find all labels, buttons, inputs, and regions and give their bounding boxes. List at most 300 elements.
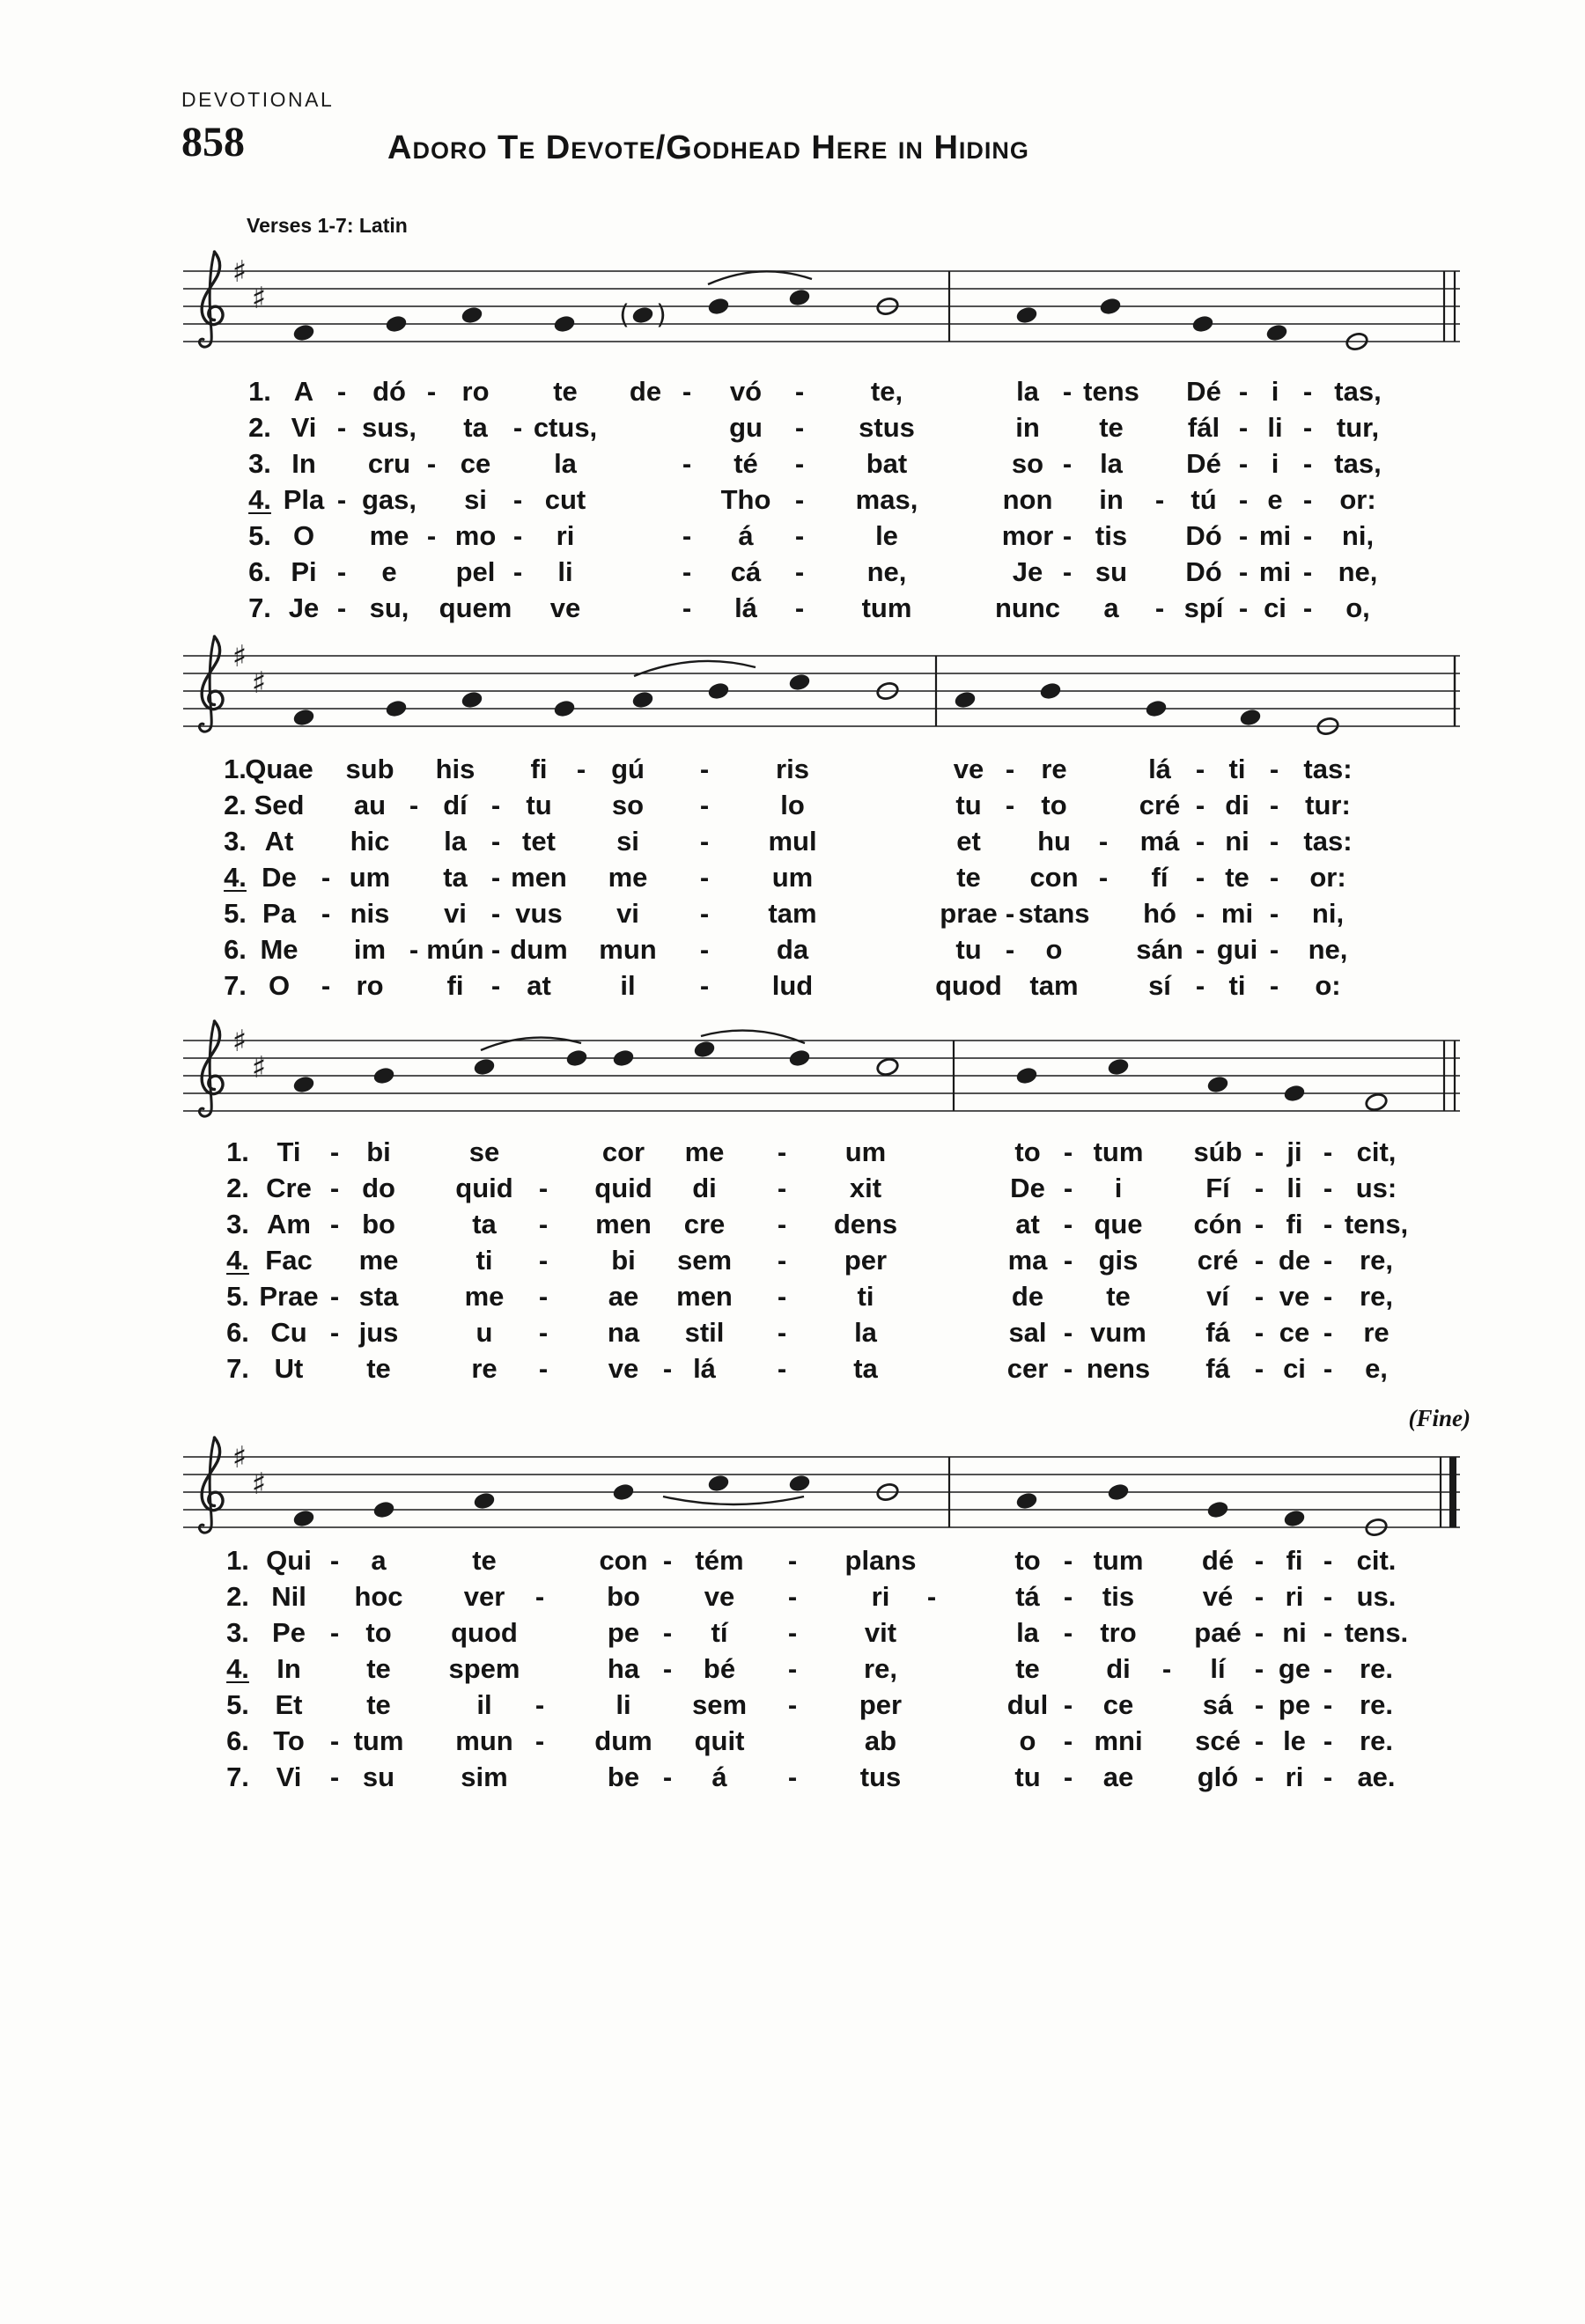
treble-clef-icon bbox=[199, 252, 222, 347]
syllable: et bbox=[956, 826, 981, 857]
syllable: nis bbox=[350, 898, 390, 929]
stave-1-verse-5 bbox=[0, 518, 1585, 554]
syllable: cru bbox=[367, 448, 411, 479]
syllable: mor bbox=[1001, 520, 1054, 551]
syllable: mul bbox=[768, 826, 817, 857]
syllable: la bbox=[1100, 448, 1123, 479]
hyphen: - bbox=[329, 1173, 340, 1203]
syllable: hu bbox=[1037, 826, 1071, 857]
hyphen: - bbox=[1254, 1245, 1264, 1276]
hyphen: - bbox=[1323, 1136, 1333, 1167]
stave-1-verse-2 bbox=[0, 409, 1585, 445]
hyphen: - bbox=[1254, 1317, 1264, 1348]
verse-number: 5. bbox=[226, 1689, 249, 1720]
notehead bbox=[693, 1040, 717, 1060]
sharp-icon: ♯ bbox=[232, 1440, 247, 1475]
slur bbox=[481, 1038, 581, 1050]
syllable: fi bbox=[446, 970, 464, 1001]
syllable: me bbox=[369, 520, 409, 551]
syllable: Dé bbox=[1186, 376, 1221, 407]
notehead bbox=[461, 305, 484, 326]
syllable: nens bbox=[1086, 1353, 1151, 1384]
slur bbox=[663, 1497, 804, 1504]
syllable: gas, bbox=[361, 484, 417, 515]
syllable: sí bbox=[1148, 970, 1171, 1001]
syllable: nunc bbox=[994, 592, 1061, 623]
syllable: ma bbox=[1007, 1245, 1048, 1276]
hyphen: - bbox=[1063, 1617, 1073, 1648]
hyphen: - bbox=[1302, 448, 1313, 479]
hyphen: - bbox=[794, 520, 805, 551]
syllable: te bbox=[956, 862, 981, 893]
syllable: im bbox=[353, 934, 387, 965]
syllable: dó bbox=[372, 376, 406, 407]
syllable: ri bbox=[1285, 1581, 1304, 1612]
syllable: In bbox=[291, 448, 316, 479]
hyphen: - bbox=[1098, 826, 1109, 857]
notehead bbox=[707, 297, 731, 317]
syllable: Cre bbox=[266, 1173, 312, 1203]
syllable: bo bbox=[607, 1581, 640, 1612]
syllable: su bbox=[362, 1761, 395, 1792]
stave-2-verse-6 bbox=[0, 931, 1585, 967]
syllable: li bbox=[616, 1689, 631, 1720]
hyphen: - bbox=[538, 1281, 549, 1312]
syllable: cer bbox=[1006, 1353, 1049, 1384]
syllable: bat bbox=[866, 448, 908, 479]
syllable: gu bbox=[729, 412, 763, 443]
verse-number: 1. bbox=[248, 376, 271, 407]
hyphen: - bbox=[662, 1653, 673, 1684]
hyphen: - bbox=[777, 1173, 787, 1203]
syllable: tu bbox=[1014, 1761, 1041, 1792]
hyphen: - bbox=[534, 1725, 545, 1756]
hyphen: - bbox=[1323, 1689, 1333, 1720]
hyphen: - bbox=[512, 556, 523, 587]
hyphen: - bbox=[329, 1617, 340, 1648]
hyphen: - bbox=[699, 826, 710, 857]
hyphen: - bbox=[1063, 1209, 1073, 1239]
syllable: ci bbox=[1264, 592, 1286, 623]
syllable: ta bbox=[853, 1353, 878, 1384]
syllable: di bbox=[1106, 1653, 1131, 1684]
syllable: in bbox=[1015, 412, 1040, 443]
hyphen: - bbox=[1302, 484, 1313, 515]
syllable: su bbox=[1095, 556, 1128, 587]
syllable: cut bbox=[544, 484, 586, 515]
sharp-icon: ♯ bbox=[251, 1467, 267, 1502]
hyphen: - bbox=[662, 1353, 673, 1384]
syllable: fá bbox=[1205, 1317, 1230, 1348]
syllable: ver bbox=[463, 1581, 505, 1612]
syllable: re, bbox=[1360, 1281, 1393, 1312]
verse-number: 3. bbox=[224, 826, 247, 857]
notehead bbox=[1206, 1075, 1230, 1095]
syllable: ví bbox=[1206, 1281, 1229, 1312]
hyphen: - bbox=[1098, 862, 1109, 893]
syllable: tí bbox=[711, 1617, 728, 1648]
hyphen: - bbox=[1302, 520, 1313, 551]
lyrics-1 bbox=[0, 373, 1585, 633]
syllable: si bbox=[616, 826, 639, 857]
syllable: stil bbox=[684, 1317, 725, 1348]
syllable: ni, bbox=[1341, 520, 1375, 551]
lyrics-2 bbox=[0, 751, 1585, 1011]
hyphen: - bbox=[777, 1209, 787, 1239]
syllable: il bbox=[620, 970, 636, 1001]
syllable: o, bbox=[1345, 592, 1370, 623]
hyphen: - bbox=[329, 1136, 340, 1167]
syllable: le bbox=[875, 520, 898, 551]
syllable: si bbox=[464, 484, 487, 515]
syllable: pel bbox=[455, 556, 496, 587]
syllable: tu bbox=[955, 934, 982, 965]
syllable: gló bbox=[1197, 1761, 1239, 1792]
hyphen: - bbox=[1254, 1617, 1264, 1648]
syllable: ctus, bbox=[533, 412, 598, 443]
syllable: sus, bbox=[361, 412, 417, 443]
syllable: lo bbox=[780, 790, 805, 820]
syllable: lá bbox=[693, 1353, 716, 1384]
syllable: Pa bbox=[262, 898, 296, 929]
syllable: to bbox=[1014, 1545, 1041, 1576]
stave-3-verse-3 bbox=[0, 1206, 1585, 1242]
syllable: dul bbox=[1006, 1689, 1049, 1720]
stave-2-verse-4 bbox=[0, 859, 1585, 895]
syllable: o bbox=[1019, 1725, 1036, 1756]
notehead bbox=[1283, 1509, 1307, 1529]
hyphen: - bbox=[777, 1136, 787, 1167]
syllable: fál bbox=[1187, 412, 1220, 443]
lyrics-3 bbox=[0, 1134, 1585, 1394]
syllable: men bbox=[676, 1281, 733, 1312]
hyphen: - bbox=[699, 934, 710, 965]
section-label: DEVOTIONAL bbox=[181, 88, 335, 111]
syllable: tam bbox=[1029, 970, 1079, 1001]
syllable: sá bbox=[1202, 1689, 1234, 1720]
syllable: a bbox=[371, 1545, 387, 1576]
hyphen: - bbox=[1005, 898, 1015, 929]
notehead bbox=[372, 1500, 396, 1520]
syllable: su, bbox=[369, 592, 409, 623]
syllable: stans bbox=[1018, 898, 1090, 929]
syllable: te bbox=[472, 1545, 497, 1576]
syllable: ge bbox=[1278, 1653, 1311, 1684]
hyphen: - bbox=[538, 1245, 549, 1276]
syllable: re bbox=[1041, 754, 1067, 784]
syllable: ci bbox=[1283, 1353, 1306, 1384]
syllable: te bbox=[1015, 1653, 1040, 1684]
hyphen: - bbox=[777, 1245, 787, 1276]
hyphen: - bbox=[409, 934, 419, 965]
hyphen: - bbox=[662, 1761, 673, 1792]
hyphen: - bbox=[426, 520, 437, 551]
syllable: ji bbox=[1286, 1136, 1302, 1167]
verse-number: 7. bbox=[248, 592, 271, 623]
stave-3-verse-2 bbox=[0, 1170, 1585, 1206]
staff-svg-1 bbox=[183, 240, 1465, 359]
syllable: te bbox=[366, 1689, 391, 1720]
syllable: ro bbox=[356, 970, 384, 1001]
syllable: scé bbox=[1195, 1725, 1241, 1756]
notehead bbox=[372, 1066, 396, 1086]
hyphen: - bbox=[787, 1653, 798, 1684]
syllable: lí bbox=[1210, 1653, 1226, 1684]
syllable: fi bbox=[1286, 1545, 1303, 1576]
syllable: e bbox=[1267, 484, 1283, 515]
hyphen: - bbox=[512, 412, 523, 443]
hyphen: - bbox=[787, 1581, 798, 1612]
syllable: lá bbox=[734, 592, 757, 623]
syllable: la bbox=[444, 826, 467, 857]
hyphen: - bbox=[1254, 1173, 1264, 1203]
syllable: jus bbox=[358, 1317, 399, 1348]
syllable: ne, bbox=[1338, 556, 1378, 587]
hyphen: - bbox=[1269, 826, 1279, 857]
syllable: prae bbox=[940, 898, 998, 929]
syllable: re. bbox=[1360, 1689, 1393, 1720]
hyphen: - bbox=[1062, 448, 1073, 479]
notehead bbox=[292, 1509, 316, 1529]
stave-4-verse-2 bbox=[0, 1578, 1585, 1614]
syllable: te bbox=[366, 1653, 391, 1684]
syllable: sub bbox=[345, 754, 394, 784]
syllable: ni bbox=[1282, 1617, 1307, 1648]
syllable: Sed bbox=[254, 790, 305, 820]
syllable: li bbox=[1267, 412, 1283, 443]
syllable: tum bbox=[861, 592, 912, 623]
syllable: pe bbox=[1278, 1689, 1311, 1720]
syllable: que bbox=[1094, 1209, 1143, 1239]
syllable: tur: bbox=[1305, 790, 1351, 820]
syllable: hoc bbox=[354, 1581, 403, 1612]
syllable: Pe bbox=[272, 1617, 306, 1648]
syllable: fi bbox=[530, 754, 548, 784]
syllable: la bbox=[1016, 1617, 1039, 1648]
notehead bbox=[788, 673, 812, 693]
hyphen: - bbox=[794, 412, 805, 443]
hyphen: - bbox=[1254, 1281, 1264, 1312]
hyphen: - bbox=[538, 1173, 549, 1203]
staff-svg-2 bbox=[183, 625, 1465, 744]
syllable: ne, bbox=[866, 556, 907, 587]
syllable: de bbox=[629, 376, 662, 407]
hyphen: - bbox=[1302, 592, 1313, 623]
syllable: ce bbox=[1279, 1317, 1310, 1348]
hyphen: - bbox=[1254, 1653, 1264, 1684]
stave-4-verse-4 bbox=[0, 1651, 1585, 1687]
syllable: te bbox=[1106, 1281, 1131, 1312]
hyphen: - bbox=[534, 1689, 545, 1720]
syllable: per bbox=[844, 1245, 888, 1276]
notehead bbox=[553, 699, 577, 719]
syllable: ce bbox=[1102, 1689, 1134, 1720]
verse-number: 6. bbox=[248, 556, 271, 587]
hyphen: - bbox=[1302, 412, 1313, 443]
syllable: tum bbox=[1093, 1545, 1144, 1576]
syllable: me bbox=[608, 862, 648, 893]
syllable: quit bbox=[694, 1725, 745, 1756]
hyphen: - bbox=[1323, 1281, 1333, 1312]
syllable: o bbox=[1045, 934, 1063, 965]
syllable: us: bbox=[1355, 1173, 1397, 1203]
syllable: tum bbox=[1093, 1136, 1144, 1167]
syllable: i bbox=[1271, 448, 1279, 479]
syllable: vi bbox=[444, 898, 467, 929]
syllable: té bbox=[734, 448, 758, 479]
verse-number: 4. bbox=[226, 1653, 249, 1684]
stave-2-verse-3 bbox=[0, 823, 1585, 859]
notehead bbox=[1107, 1057, 1131, 1077]
hymn-title: Adoro Te Devote/Godhead Here in Hiding bbox=[387, 129, 1029, 166]
hyphen: - bbox=[1154, 592, 1165, 623]
notehead bbox=[788, 1048, 812, 1069]
syllable: se bbox=[468, 1136, 500, 1167]
syllable: pe bbox=[607, 1617, 640, 1648]
hyphen: - bbox=[682, 556, 692, 587]
staff-svg-4 bbox=[183, 1426, 1465, 1545]
notehead bbox=[612, 1048, 636, 1069]
stave-2-verse-7 bbox=[0, 967, 1585, 1004]
syllable: bi bbox=[611, 1245, 636, 1276]
hyphen: - bbox=[490, 970, 501, 1001]
stave-3-verse-6 bbox=[0, 1314, 1585, 1350]
hyphen: - bbox=[409, 790, 419, 820]
hyphen: - bbox=[336, 592, 347, 623]
syllable: Quae bbox=[245, 754, 313, 784]
hyphen: - bbox=[787, 1545, 798, 1576]
syllable: hic bbox=[350, 826, 390, 857]
syllable: ri bbox=[556, 520, 575, 551]
notehead bbox=[612, 1482, 636, 1503]
hyphen: - bbox=[1302, 556, 1313, 587]
stave-3-verse-1 bbox=[0, 1134, 1585, 1170]
stave-4-verse-3 bbox=[0, 1614, 1585, 1651]
verse-number: 6. bbox=[224, 934, 247, 965]
syllable: be bbox=[607, 1761, 640, 1792]
hyphen: - bbox=[1005, 754, 1015, 784]
verse-number: 2. bbox=[224, 790, 247, 820]
hyphen: - bbox=[662, 1617, 673, 1648]
hyphen: - bbox=[699, 790, 710, 820]
hyphen: - bbox=[1195, 826, 1205, 857]
syllable: ne, bbox=[1308, 934, 1348, 965]
syllable: at bbox=[527, 970, 551, 1001]
syllable: dé bbox=[1201, 1545, 1235, 1576]
stave-1-verse-1 bbox=[0, 373, 1585, 409]
stave-4-verse-6 bbox=[0, 1723, 1585, 1759]
verse-number: 4. bbox=[224, 862, 247, 893]
hyphen: - bbox=[426, 376, 437, 407]
syllable: um bbox=[844, 1136, 887, 1167]
notehead bbox=[1015, 305, 1039, 326]
hyphen: - bbox=[682, 376, 692, 407]
syllable: tro bbox=[1100, 1617, 1137, 1648]
syllable: ae. bbox=[1357, 1761, 1396, 1792]
syllable: ab bbox=[864, 1725, 897, 1756]
syllable: gui bbox=[1216, 934, 1258, 965]
syllable: te, bbox=[870, 376, 903, 407]
hyphen: - bbox=[699, 862, 710, 893]
syllable: plans bbox=[844, 1545, 917, 1576]
syllable: tet bbox=[522, 826, 556, 857]
syllable: mun bbox=[455, 1725, 513, 1756]
syllable: dum bbox=[594, 1725, 652, 1756]
hyphen: - bbox=[1254, 1761, 1264, 1792]
verse-number: 1. bbox=[224, 754, 247, 784]
syllable: ae bbox=[1102, 1761, 1134, 1792]
syllable: dum bbox=[510, 934, 568, 965]
notehead bbox=[1107, 1482, 1131, 1503]
verse-number: 3. bbox=[226, 1209, 249, 1239]
notehead bbox=[707, 681, 731, 702]
syllable: tá bbox=[1015, 1581, 1040, 1612]
hyphen: - bbox=[699, 898, 710, 929]
staff-1 bbox=[183, 240, 1465, 359]
notehead bbox=[292, 708, 316, 728]
syllable: in bbox=[1099, 484, 1124, 515]
hyphen: - bbox=[1254, 1689, 1264, 1720]
hyphen: - bbox=[1269, 898, 1279, 929]
notehead bbox=[1239, 708, 1263, 728]
hyphen: - bbox=[329, 1761, 340, 1792]
hyphen: - bbox=[1323, 1545, 1333, 1576]
hyphen: - bbox=[512, 484, 523, 515]
notehead bbox=[1265, 323, 1289, 343]
syllable: tens, bbox=[1344, 1209, 1409, 1239]
hyphen: - bbox=[1302, 376, 1313, 407]
verse-number: 7. bbox=[224, 970, 247, 1001]
note-parenthesis: ) bbox=[656, 299, 667, 331]
hyphen: - bbox=[1195, 898, 1205, 929]
syllable: quod bbox=[451, 1617, 518, 1648]
notehead bbox=[565, 1048, 589, 1069]
hyphen: - bbox=[777, 1281, 787, 1312]
syllable: fá bbox=[1205, 1353, 1230, 1384]
hyphen: - bbox=[538, 1353, 549, 1384]
syllable: ta bbox=[443, 862, 468, 893]
syllable: tam bbox=[768, 898, 817, 929]
hyphen: - bbox=[1005, 790, 1015, 820]
verse-number: 2. bbox=[248, 412, 271, 443]
staff-2 bbox=[183, 625, 1465, 744]
syllable: dí bbox=[443, 790, 468, 820]
hyphen: - bbox=[329, 1725, 340, 1756]
syllable: Dó bbox=[1185, 520, 1222, 551]
syllable: tum bbox=[353, 1725, 404, 1756]
syllable: ve bbox=[953, 754, 984, 784]
notehead bbox=[631, 305, 655, 326]
syllable: hó bbox=[1143, 898, 1176, 929]
sharp-icon: ♯ bbox=[232, 639, 247, 674]
syllable: ta bbox=[472, 1209, 497, 1239]
syllable: mun bbox=[599, 934, 657, 965]
hyphen: - bbox=[1238, 484, 1249, 515]
hyphen: - bbox=[794, 448, 805, 479]
notehead bbox=[1099, 297, 1123, 317]
syllable: Me bbox=[260, 934, 299, 965]
lyrics-4 bbox=[0, 1542, 1585, 1802]
hyphen: - bbox=[1195, 862, 1205, 893]
stave-4-verse-5 bbox=[0, 1687, 1585, 1723]
syllable: súb bbox=[1193, 1136, 1242, 1167]
hyphen: - bbox=[794, 376, 805, 407]
stave-1-verse-3 bbox=[0, 445, 1585, 482]
syllable: con bbox=[1029, 862, 1079, 893]
hyphen: - bbox=[682, 520, 692, 551]
syllable: te bbox=[553, 376, 578, 407]
hyphen: - bbox=[1063, 1136, 1073, 1167]
